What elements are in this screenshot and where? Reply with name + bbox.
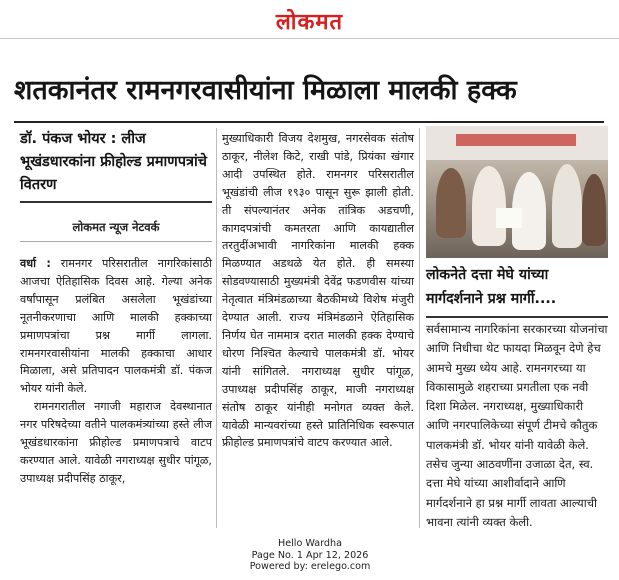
sidebar-headline: लोकनेते दत्ता मेघे यांच्या मार्गदर्शनाने प्रश्न मार्गी.... [426,267,557,307]
column-divider-2 [419,128,420,528]
article-headline: शतकानंतर रामनगरवासीयांना मिळाला मालकी हक्क [14,75,517,106]
article-subhead: डॉ. पंकज भोयर : लीज भूखंडधारकांना फ्रीहोल्ड प्रमाणपत्रांचे वितरण [20,131,207,193]
dateline: वर्धा : [20,257,51,270]
photo-banner-text [456,134,576,146]
column-2 [222,130,414,452]
certificate-paper [496,208,522,228]
photo-person [552,164,582,248]
column-1 [20,255,212,488]
page-footer [200,538,420,573]
footer-powered-by: Powered by: erelego.com [249,561,371,572]
column-divider-1 [216,128,217,528]
footer-page-date: Page No. 1 Apr 12, 2026 [251,549,369,561]
photo-person [436,168,466,238]
footer-edition: Hello Wardha [278,538,342,549]
article-byline: लोकमत न्यूज नेटवर्क [72,220,160,234]
sidebar-text: सर्वसामान्य नागरिकांना सरकारच्या योजनांचा आणि निधीचा थेट फायदा मिळवून देणे हेच आमचे मुख्य ध्येय आहे. रामनगरच्या या विकासामुळे शहराच्या प्रगतीला एक नवी दिशा मिळेल. नगराध्यक्ष, मुख्याधिकारी आणि नगरपालिकेच्या संपूर्ण टीमचे कौतुक पालकमंत्री डॉ. भोयर यांनी यावेळी केले. तसेच जुन्या आठवणींना उजाळा देत, स्व. दत्ता मेघे यांच्या आशीर्वादाने आणि मार्गदर्शनाने हा प्रश्न मार्गी लावता आल्याची भावना त्यांनी व्यक्त केली. [426,322,608,529]
masthead-logo: लोकमत [275,10,344,35]
column-1-paragraph-2: रामनगरातील नगाजी महाराज देवस्थानात नगर परिषदेच्या वतीने पालकमंत्र्यांच्या हस्ते लीज भूखंडधारकांना फ्रीहोल्ड प्रमाणपत्राचे वाटप करण्यात आले. यावेळी नगराध्यक्ष सुधीर पांगूळ, उपाध्यक्ष प्रदीपसिंह ठाकूर, [20,400,212,485]
column-2-paragraph: मुख्याधिकारी विजय देशमुख, नगरसेवक संतोष ठाकूर, नीलेश किटे, राखी पांडे, प्रियंका खंगार आदी उपस्थित होते. रामनगर परिसरातील भूखंडांची लीज १९३० पासून सुरू झाली होती. ती संपल्यानंतर अनेक तांत्रिक अडचणी, कागदपत्रांची कमतरता आणि कायद्यातील तरतुदींअभावी नागरिकांना मालकी हक्क मिळण्यात अडथळे येत होते. ही समस्या सोडवण्यासाठी मुख्यमंत्री देवेंद्र फडणवीस यांच्या नेतृत्वात मंत्रिमंडळाच्या बैठकीमध्ये विशेष मंजुरी देण्यात आली. राज्य मंत्रिमंडळाने ऐतिहासिक निर्णय घेत नाममात्र दरात मालकी हक्क देण्याचे धोरण निश्चित केल्याचे पालकमंत्री डॉ. भोयर यांनी सांगितले. नगराध्यक्ष सुधीर पांगूळ, उपाध्यक्ष प्रदीपसिंह ठाकूर, माजी नगराध्यक्ष संतोष ठाकूर यांनीही मनोगत व्यक्त केले. यावेळी मान्यवरांच्या हस्ते प्रातिनिधिक स्वरूपात फ्रीहोल्ड प्रमाणपत्रांचे वाटप करण्यात आले. [222,132,414,450]
subhead-rule [20,201,212,203]
article-photo [426,126,608,258]
headline-rule [14,121,604,123]
column-1-paragraph-1: रामनगर परिसरातील नागरिकांसाठी आजचा ऐतिहासिक दिवस आहे. गेल्या अनेक वर्षांपासून प्रलंबित असलेला भूखंडांच्या नूतनीकरणाचा आणि मालकी हक्काच्या प्रमाणपत्रांचा प्रश्न मार्गी लागला. रामनगरवासीयांना मालकी हक्काचा आधार मिळाला, असे प्रतिपादन पालकमंत्री डॉ. पंकज भोयर यांनी केले. [20,257,212,396]
sidebar-rule [426,316,608,318]
photo-person [582,174,606,246]
masthead-divider [0,38,619,39]
photo-person [472,166,506,246]
byline-rule [20,241,212,242]
